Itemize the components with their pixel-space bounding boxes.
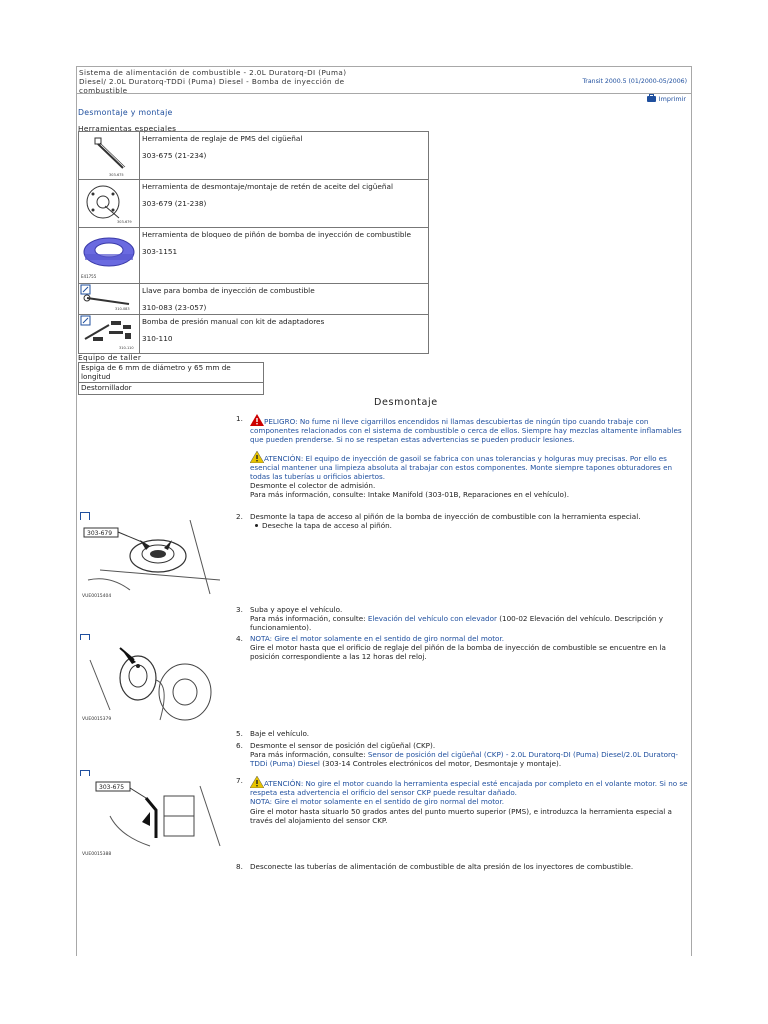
caution-text: El equipo de inyección de gasoil se fabrica con unas tolerancias y holguras muy precisas. Por ello es esencial mantener una limpieza absoluta al trabajar con estos componentes. Monte siempre tapones obturadores en todas las tuberías u orificios abiertos. <box>250 453 673 482</box>
reference-suffix: (100-02 Elevación del vehículo. Descripción y funcionamiento). <box>250 614 664 633</box>
tool-name: Bomba de presión manual con kit de adaptadores <box>142 317 325 326</box>
step-note: NOTA: Gire el motor solamente en el sentido de giro normal del motor. <box>250 634 505 643</box>
tool-name: Herramienta de reglaje de PMS del cigüeñal <box>142 134 303 143</box>
tool-image-cell <box>79 315 140 354</box>
workshop-equipment-label: Equipo de taller <box>78 353 142 362</box>
tool-code: 310-083 (23-057) <box>142 303 207 312</box>
caution-label: ATENCIÓN: <box>264 779 304 788</box>
step-instruction: Desmonte el sensor de posición del cigüeñal (CKP). <box>250 741 436 750</box>
figure-id: VUE0015388 <box>82 852 112 857</box>
special-tools-label: Herramientas especiales <box>78 124 177 133</box>
pump-sprocket-lock-tool-icon <box>79 228 139 281</box>
table-row <box>79 315 429 354</box>
step-number: 7. <box>236 776 243 785</box>
step-instruction: Baje el vehículo. <box>250 729 310 738</box>
step-number: 2. <box>236 512 243 521</box>
table-row <box>79 132 429 180</box>
document-title: Sistema de alimentación de combustible - 2.0L Duratorq-DI (Puma) Diesel/ 2.0L Duratorq-TDDi (Puma) Diesel - Bomba de inyección de combustible <box>79 68 347 96</box>
step-reference: Para más información, consulte: Intake Manifold (303-01B, Reparaciones en el vehículo). <box>250 490 569 500</box>
tool-image-code: 303-679 <box>117 220 132 224</box>
removal-heading: Desmontaje <box>374 397 438 408</box>
tool-name: Herramienta de bloqueo de piñón de bomba de inyección de combustible <box>142 230 411 239</box>
tool-image-cell <box>79 180 140 228</box>
tool-image-code: E41755 <box>81 274 97 279</box>
step-bullet: Deseche la tapa de acceso al piñón. <box>250 521 690 530</box>
print-link[interactable] <box>647 95 686 103</box>
danger-warning-icon <box>250 414 264 426</box>
tool-image-cell <box>79 132 140 180</box>
caution-warning <box>250 776 690 797</box>
caution-text: No gire el motor cuando la herramienta especial esté encajada por completo en el volante motor. Si no se respeta esta advertencia el orificio del sensor CKP puede resultar dañado. <box>250 779 688 798</box>
special-tools-table <box>78 131 429 354</box>
danger-warning <box>250 414 690 445</box>
print-bar <box>76 94 692 104</box>
step-instruction: Suba y apoye el vehículo. <box>250 605 343 614</box>
caution-warning-icon <box>250 451 264 463</box>
step-number: 8. <box>236 862 243 871</box>
step-number: 5. <box>236 729 243 738</box>
step-instruction: Gire el motor hasta que el orificio de reglaje del piñón de la bomba de inyección de combustible se encuentre en la posición correspondiente a las 12 horas del reloj. <box>250 643 666 662</box>
tool-image-cell <box>79 228 140 284</box>
figure-tdc-tool-insertion <box>80 776 230 858</box>
step-number: 4. <box>236 634 243 643</box>
tool-desc <box>140 315 429 354</box>
tool-image-code: 303-675 <box>109 173 124 177</box>
danger-label: PELIGRO: <box>264 417 298 426</box>
step-number: 1. <box>236 414 243 423</box>
tool-desc <box>140 228 429 284</box>
step-reference <box>250 750 690 768</box>
danger-text: No fume ni lleve cigarrillos encendidos ni llamas descubiertas de ningún tipo cuando trabaje con componentes relacionados con el sistema de combustible o cerca de ellos. Siempre hay mezclas altamente inflamables que pueden prenderse. Si no se respetan estas advertencias se pueden producir lesiones. <box>250 417 682 445</box>
caution-label: ATENCIÓN: <box>264 453 304 463</box>
reference-prefix: Para más información, consulte: <box>250 750 368 760</box>
table-row <box>79 228 429 284</box>
table-row <box>79 383 264 395</box>
tool-code: 303-1151 <box>142 247 178 256</box>
tool-code: 310-110 <box>142 334 173 343</box>
tool-name: Llave para bomba de inyección de combustible <box>142 286 315 295</box>
workshop-equipment-table <box>78 362 264 395</box>
step-reference <box>250 614 690 632</box>
table-row <box>79 284 429 315</box>
table-row <box>79 363 264 383</box>
tool-code: 303-679 (21-238) <box>142 199 207 208</box>
oil-seal-tool-icon <box>79 180 139 225</box>
print-label: Imprimir <box>658 95 686 103</box>
figure-tool-code: 303-679 <box>87 530 113 537</box>
table-row <box>79 180 429 228</box>
tool-desc <box>140 180 429 228</box>
figure-tool-code: 303-675 <box>99 784 125 791</box>
step-number: 6. <box>236 741 243 750</box>
step-instruction: Desconecte las tuberías de alimentación de combustible de alta presión de los inyectores de combustible. <box>250 862 634 871</box>
step-instruction: Desmonte el colector de admisión. <box>250 481 376 491</box>
figure-id: VUE0015379 <box>82 717 112 722</box>
printer-icon <box>647 96 656 102</box>
figure-id: VUE0015404 <box>82 594 112 599</box>
tool-desc <box>140 284 429 315</box>
hand-pressure-pump-kit-icon <box>79 315 139 351</box>
reference-link-vehicle-lift[interactable]: Elevación del vehículo con elevador <box>367 614 497 624</box>
step-number: 3. <box>236 605 243 614</box>
pump-wrench-tool-icon <box>79 284 139 312</box>
step-instruction: Gire el motor hasta situarlo 50 grados antes del punto muerto superior (PMS), e introduzca la herramienta especial a través del alojamiento del sensor CKP. <box>250 806 672 825</box>
tdc-timing-tool-icon <box>79 132 139 177</box>
reference-suffix: (303-14 Controles electrónicos del motor, Desmontaje y montaje). <box>319 759 562 769</box>
reference-prefix: Para más información, consulte: <box>250 614 368 624</box>
equipment-item: Espiga de 6 mm de diámetro y 65 mm de longitud <box>79 363 264 383</box>
tool-name: Herramienta de desmontaje/montaje de retén de aceite del cigüeñal <box>142 182 394 191</box>
caution-warning-icon <box>250 776 264 788</box>
step-note: NOTA: Gire el motor solamente en el sentido de giro normal del motor. <box>250 797 505 807</box>
caution-warning <box>250 451 690 482</box>
figure-sprocket-position <box>80 640 230 724</box>
tool-code: 303-675 (21-234) <box>142 151 207 160</box>
figure-pump-access-cover <box>80 520 230 600</box>
reference-link-ckp-sensor[interactable]: Sensor de posición del cigüeñal (CKP) - 2.0L Duratorq-DI (Puma) Diesel/2.0L Duratorq-TDDi (Puma) Diesel <box>250 750 679 769</box>
tool-image-code: 310-110 <box>119 346 134 350</box>
tool-image-cell <box>79 284 140 315</box>
section-title: Desmontaje y montaje <box>78 108 173 117</box>
equipment-item: Destornillador <box>79 383 264 395</box>
tool-desc <box>140 132 429 180</box>
vehicle-model: Transit 2000.5 (01/2000-05/2006) <box>582 78 687 85</box>
tool-image-code: 310-083 <box>115 307 130 311</box>
step-instruction: Desmonte la tapa de acceso al piñón de la bomba de inyección de combustible con la herramienta especial. <box>250 512 641 521</box>
